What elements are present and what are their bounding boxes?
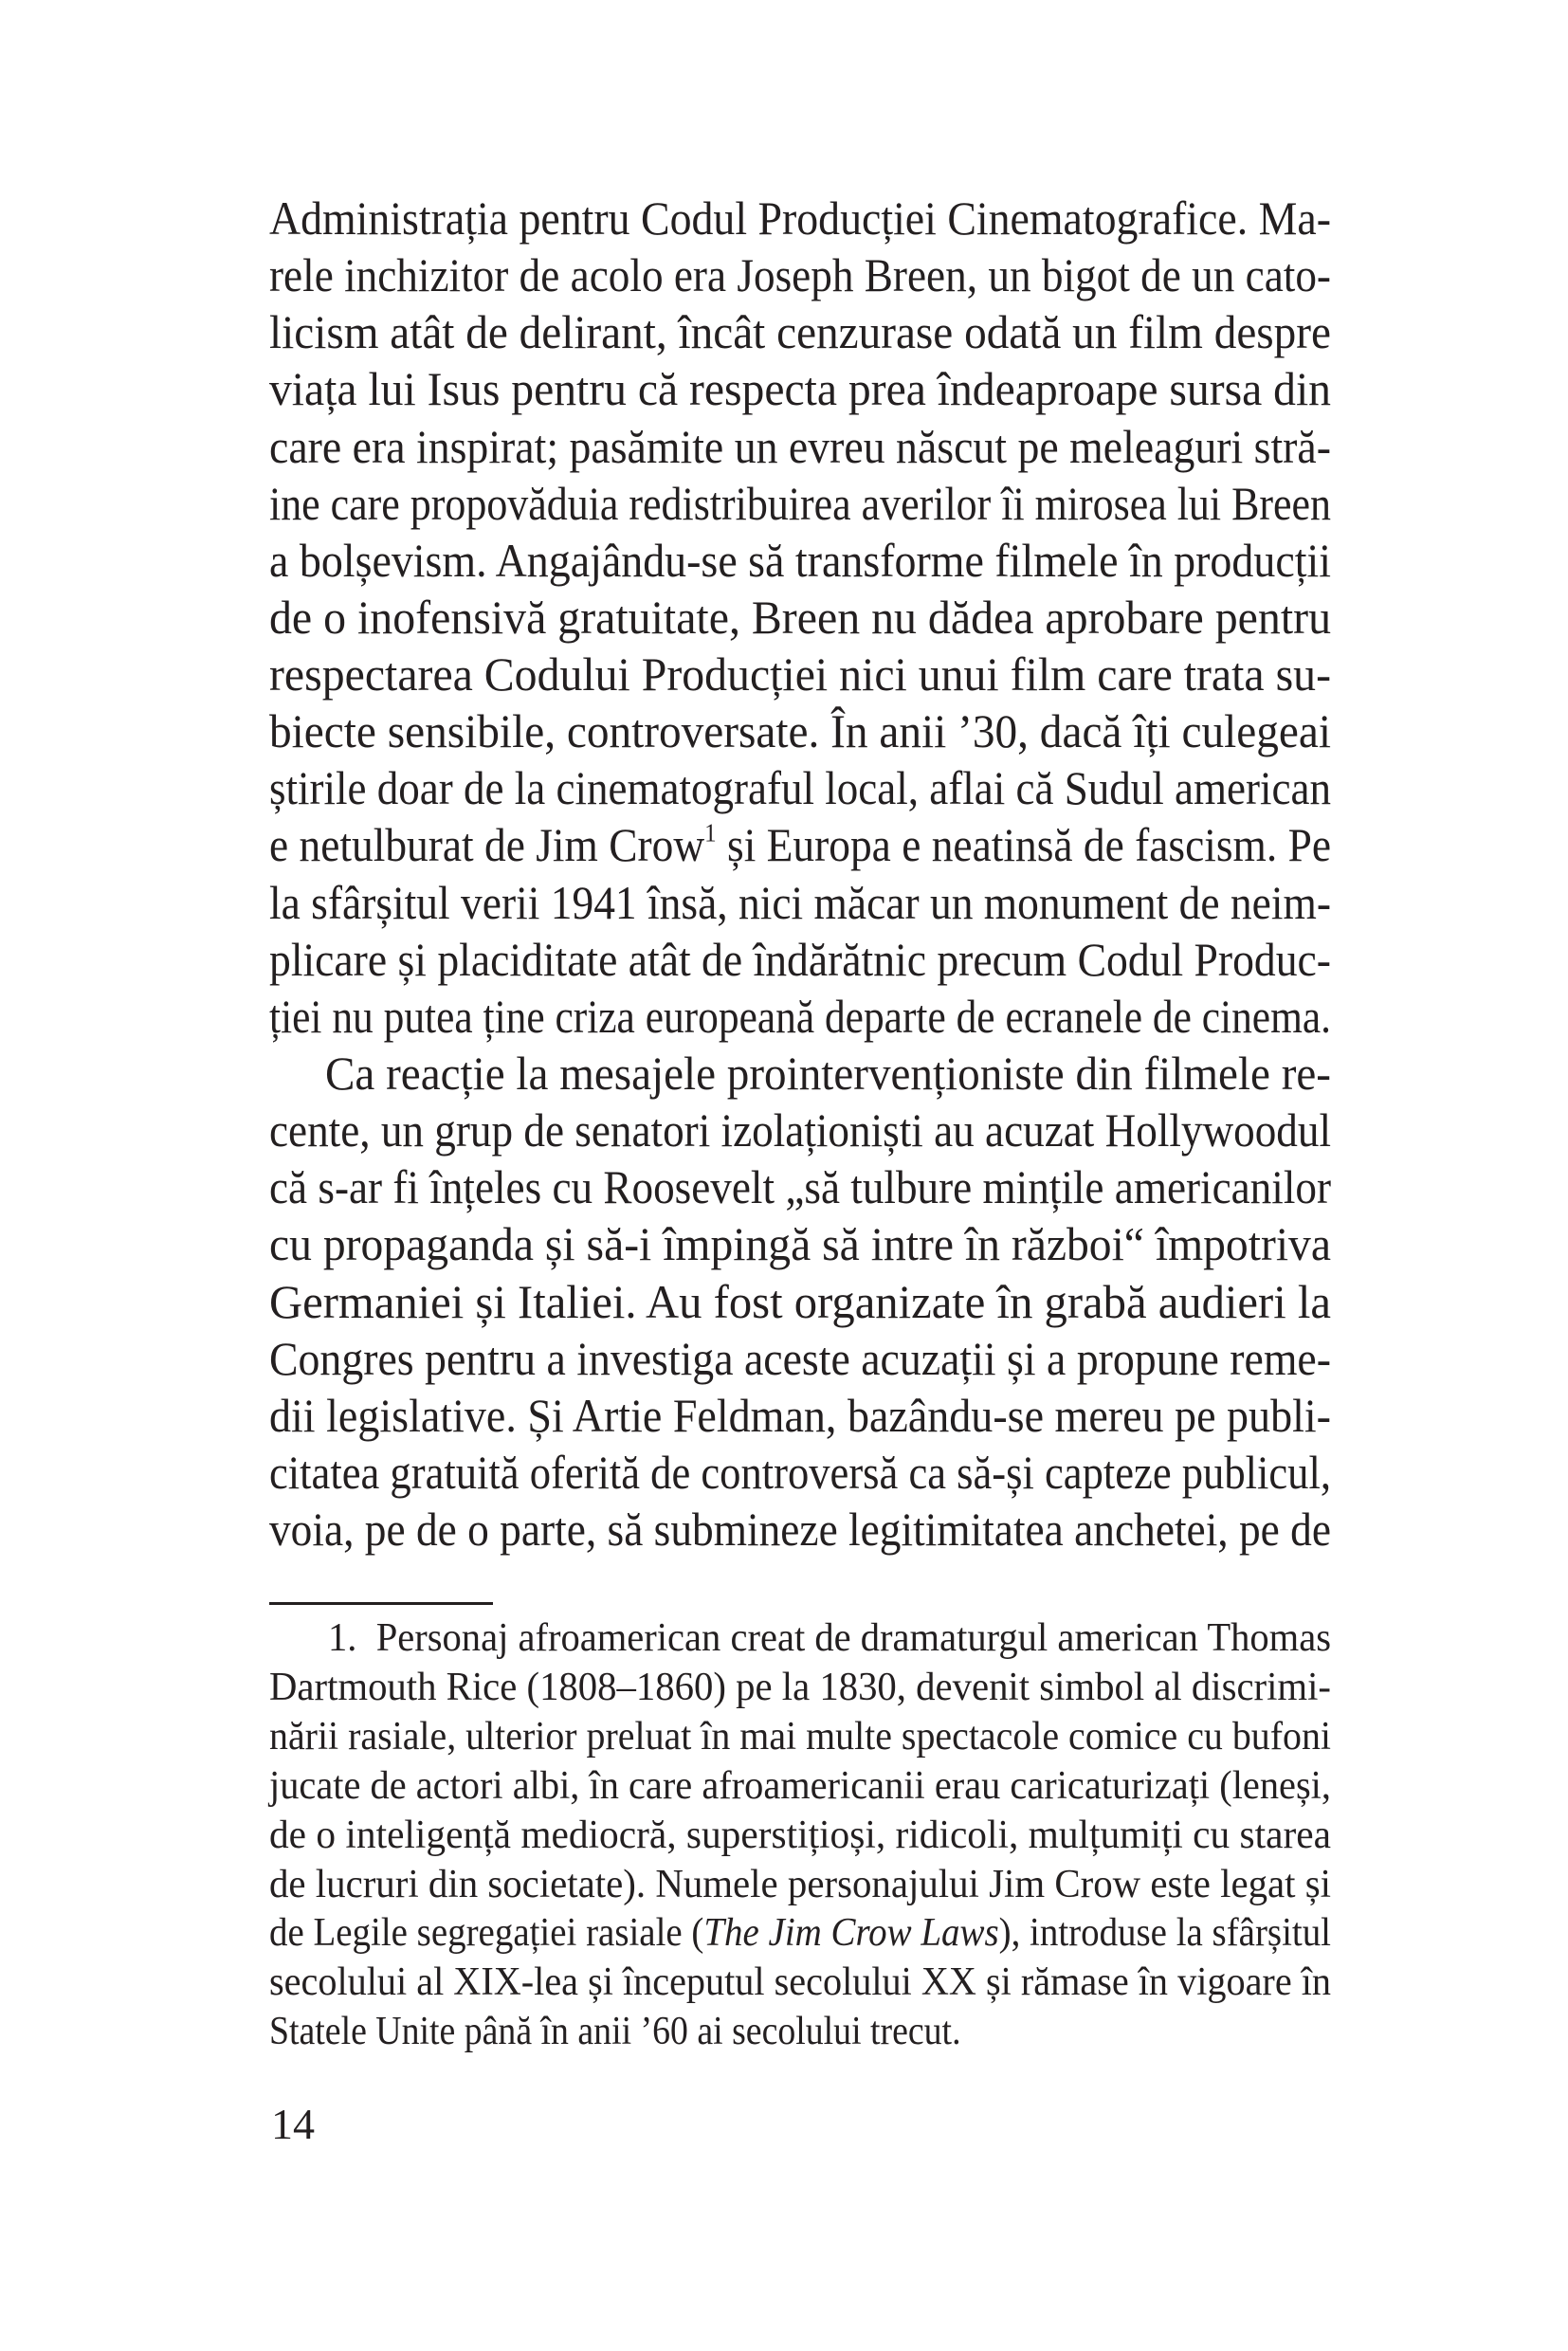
footnote-line: secolului al XIX-lea și începutul secolului XX și rămase în vigoare în bbox=[269, 1959, 1331, 2004]
footnote-line: Dartmouth Rice (1808–1860) pe la 1830, devenit simbol al discrimi- bbox=[269, 1665, 1331, 1709]
footnote-spacer bbox=[356, 1616, 375, 1660]
body-line: voia, pe de o parte, să submineze legitimitatea anchetei, pe de bbox=[269, 1503, 1331, 1556]
body-line: știrile doar de la cinematograful local, aflai că Sudul american bbox=[269, 761, 1331, 814]
body-line: Administrația pentru Codul Producției Cinematografice. Ma- bbox=[269, 191, 1331, 245]
body-line: a bolșevism. Angajându-se să transforme filmele în producții bbox=[269, 534, 1331, 587]
footnote-line-with-italic bbox=[269, 1910, 1331, 1955]
footnote-separator bbox=[269, 1602, 493, 1605]
body-line: plicare și placiditate atât de îndărătnic precum Codul Produc- bbox=[269, 933, 1331, 986]
body-line: care era inspirat; pasămite un evreu născut pe meleaguri stră- bbox=[269, 420, 1331, 473]
footnote-text: de Legile segregației rasiale ( bbox=[269, 1910, 704, 1955]
footnote-number: 1. bbox=[328, 1615, 357, 1660]
body-line: că s-ar fi înțeles cu Roosevelt „să tulbure mințile americanilor bbox=[269, 1160, 1331, 1213]
body-line-text: și Europa e neatinsă de fascism. Pe bbox=[716, 818, 1331, 871]
footnote-last-line: Statele Unite până în anii ’60 ai secolului trecut. bbox=[269, 2009, 961, 2053]
body-line: rele inchizitor de acolo era Joseph Breen, un bigot de un cato- bbox=[269, 248, 1331, 301]
body-line-text: e netulburat de Jim Crow bbox=[269, 818, 705, 871]
footnote-reference[interactable]: 1 bbox=[704, 817, 717, 847]
page-number: 14 bbox=[271, 2100, 315, 2148]
footnote-line: nării rasiale, ulterior preluat în mai multe spectacole comice cu bufoni bbox=[269, 1714, 1331, 1759]
body-line: la sfârșitul verii 1941 însă, nici măcar un monument de neim- bbox=[269, 876, 1331, 929]
footnote-line: de lucruri din societate). Numele personajului Jim Crow este legat și bbox=[269, 1862, 1331, 1906]
body-line: licism atât de delirant, încât cenzurase odată un film despre bbox=[269, 305, 1331, 358]
footnote-line: de o inteligență mediocră, superstițioși, ridicoli, mulțumiți cu starea bbox=[269, 1813, 1331, 1857]
footnote-first-line bbox=[328, 1615, 1331, 1660]
body-line: biecte sensibile, controversate. În anii ’30, dacă îți culegeai bbox=[269, 704, 1331, 757]
body-line: citatea gratuită oferită de controversă ca să-și capteze publicul, bbox=[269, 1446, 1331, 1499]
body-line: respectarea Codului Producției nici unui film care trata su- bbox=[269, 647, 1331, 701]
paragraph-first-line: Ca reacție la mesajele prointervenționiste din filmele re- bbox=[325, 1047, 1331, 1100]
body-line: Congres pentru a investiga aceste acuzații și a propune reme- bbox=[269, 1332, 1331, 1385]
footnote-text: ), introduse la sfârșitul bbox=[998, 1910, 1331, 1955]
body-line-with-footnote-ref bbox=[269, 817, 1331, 871]
body-line: viața lui Isus pentru că respecta prea îndeaproape sursa din bbox=[269, 362, 1331, 415]
footnote-text: Personaj afroamerican creat de dramaturgul american Thomas bbox=[375, 1615, 1331, 1660]
body-line: ine care propovăduia redistribuirea averilor îi mirosea lui Breen bbox=[269, 477, 1331, 530]
body-line: Germaniei și Italiei. Au fost organizate în grabă audieri la bbox=[269, 1275, 1331, 1328]
body-line: ției nu putea ține criza europeană departe de ecranele de cinema. bbox=[269, 990, 1331, 1043]
body-line: de o inofensivă gratuitate, Breen nu dădea aprobare pentru bbox=[269, 591, 1331, 644]
body-line: dii legislative. Și Artie Feldman, bazându-se mereu pe publi- bbox=[269, 1389, 1331, 1442]
footnote-line: jucate de actori albi, în care afroamericanii erau caricaturizați (leneși, bbox=[269, 1763, 1331, 1808]
body-line: cente, un grup de senatori izolaționiști au acuzat Hollywoodul bbox=[269, 1103, 1331, 1157]
footnote-italic-title: The Jim Crow Laws bbox=[703, 1910, 999, 1955]
body-line: cu propaganda și să-i împingă să intre în război“ împotriva bbox=[269, 1217, 1331, 1270]
